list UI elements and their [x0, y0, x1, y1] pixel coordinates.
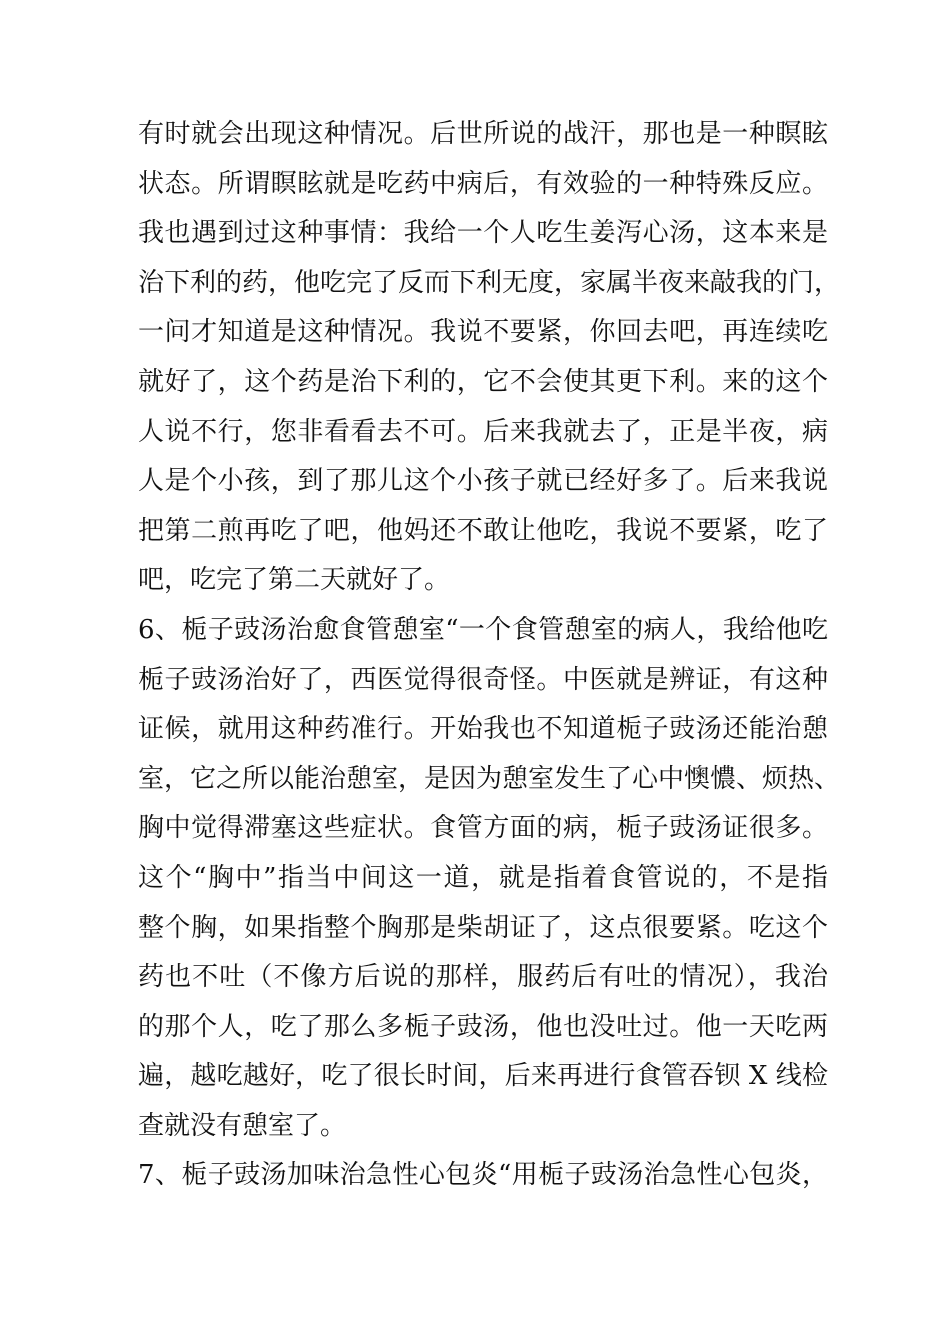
- text-line-8: 人是个小孩，到了那儿这个小孩子就已经好多了。后来我说: [138, 466, 828, 497]
- text-line-21: 查就没有憩室了。: [138, 1110, 347, 1141]
- section-heading-7: 7、栀子豉汤加味治急性心包炎“用栀子豉汤治急性心包炎，: [138, 1160, 828, 1191]
- text-line-13: 证候，就用这种药准行。开始我也不知道栀子豉汤还能治憩: [138, 714, 828, 745]
- text-line-16: 这个“胸中”指当中间这一道，就是指着食管说的，不是指: [138, 862, 828, 893]
- text-line-2: 状态。所谓瞑眩就是吃药中病后，有效验的一种特殊反应。: [138, 168, 828, 199]
- text-line-15: 胸中觉得滞塞这些症状。食管方面的病，栀子豉汤证很多。: [138, 813, 828, 844]
- text-line-7: 人说不行，您非看看去不可。后来我就去了，正是半夜，病: [138, 416, 828, 447]
- text-line-3: 我也遇到过这种事情：我给一个人吃生姜泻心汤，这本来是: [138, 218, 828, 249]
- text-line-17: 整个胸，如果指整个胸那是柴胡证了，这点很要紧。吃这个: [138, 912, 828, 943]
- text-line-18: 药也不吐（不像方后说的那样，服药后有吐的情况），我治: [138, 962, 828, 993]
- text-line-20: 遍，越吃越好，吃了很长时间，后来再进行食管吞钡 X 线检: [138, 1061, 828, 1092]
- text-line-9: 把第二煎再吃了吧，他妈还不敢让他吃，我说不要紧，吃了: [138, 515, 828, 546]
- section-heading-6: 6、栀子豉汤治愈食管憩室“一个食管憩室的病人，我给他吃: [138, 614, 828, 645]
- text-line-10: 吧，吃完了第二天就好了。: [138, 565, 451, 596]
- text-line-12: 栀子豉汤治好了，西医觉得很奇怪。中医就是辨证，有这种: [138, 664, 828, 695]
- text-line-19: 的那个人，吃了那么多栀子豉汤，他也没吐过。他一天吃两: [138, 1011, 828, 1042]
- text-line-1: 有时就会出现这种情况。后世所说的战汗，那也是一种瞑眩: [138, 119, 828, 149]
- body-text: [138, 110, 841, 1201]
- text-line-4: 治下利的药，他吃完了反而下利无度，家属半夜来敲我的门，: [138, 267, 841, 298]
- text-line-14: 室，它之所以能治憩室，是因为憩室发生了心中懊憹、烦热、: [138, 763, 841, 794]
- text-line-6: 就好了，这个药是治下利的，它不会使其更下利。来的这个: [138, 366, 828, 397]
- text-line-5: 一问才知道是这种情况。我说不要紧，你回去吧，再连续吃: [138, 317, 828, 348]
